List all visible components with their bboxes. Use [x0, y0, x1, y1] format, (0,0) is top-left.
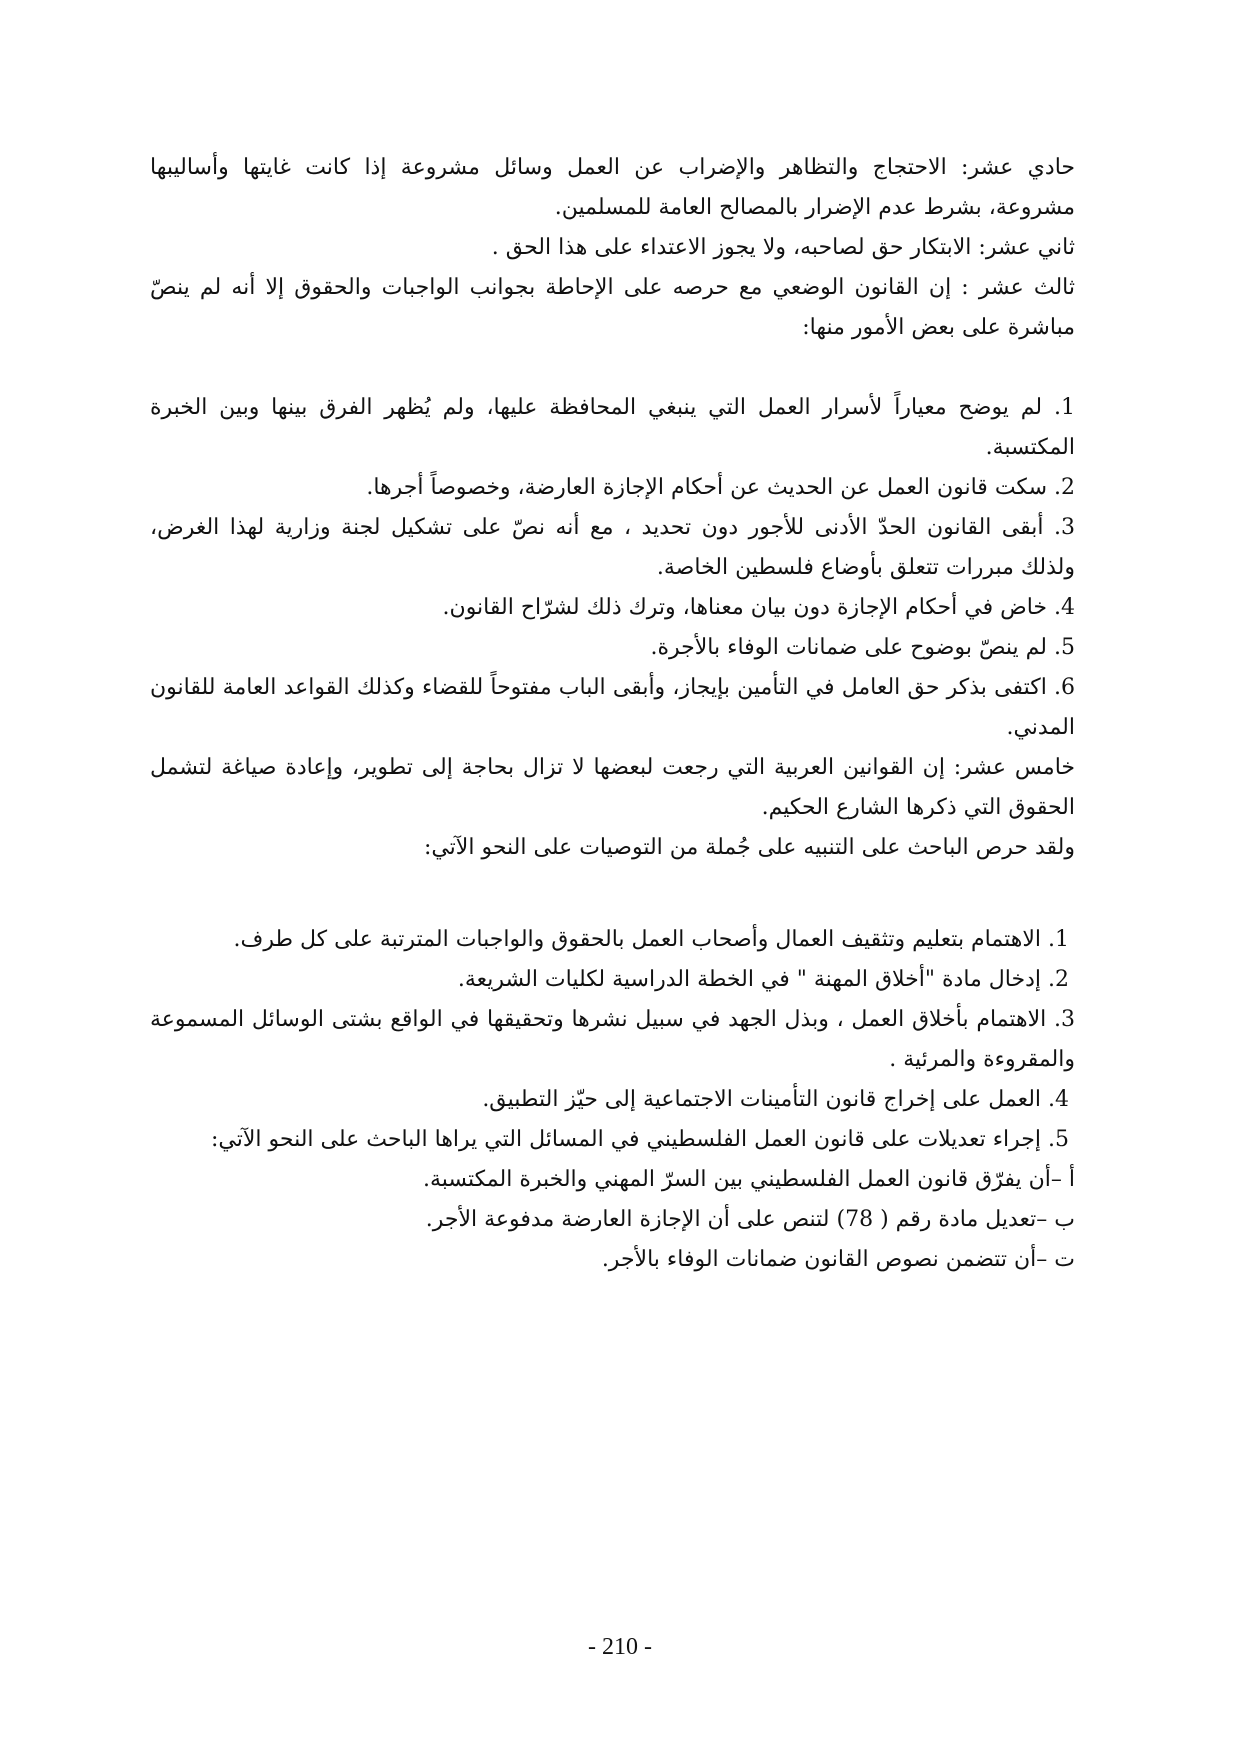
list-item: 6. اكتفى بذكر حق العامل في التأمين بإيجاز، وأبقى الباب مفتوحاً للقضاء وكذلك القواعد العامة للقانون المدني. — [150, 675, 1075, 740]
list-item: 5. لم ينصّ بوضوح على ضمانات الوفاء بالأجرة. — [650, 635, 1075, 660]
recommendation-item: 1. الاهتمام بتعليم وتثقيف العمال وأصحاب العمل بالحقوق والواجبات المترتبة على كل طرف. — [233, 927, 1069, 952]
recommendation-item: 2. إدخال مادة "أخلاق المهنة " في الخطة الدراسية لكليات الشريعة. — [457, 967, 1069, 992]
recommendation-item: 3. الاهتمام بأخلاق العمل ، وبذل الجهد في سبيل نشرها وتحقيقها في الواقع بشتى الوسائل المسموعة والمقروءة والمرئية . — [150, 1007, 1075, 1072]
paragraph-twelfth: ثاني عشر: الابتكار حق لصاحبه، ولا يجوز الاعتداء على هذا الحق . — [491, 235, 1075, 260]
paragraph-thirteenth: ثالث عشر : إن القانون الوضعي مع حرصه على الإحاطة بجوانب الواجبات والحقوق إلا أنه لم ينصّ مباشرة على بعض الأمور منها: — [150, 275, 1075, 340]
sub-recommendation-item: ب –تعديل مادة رقم ( 78) لتنص على أن الإجازة العارضة مدفوعة الأجر. — [425, 1207, 1075, 1232]
sub-recommendation-item: أ –أن يفرّق قانون العمل الفلسطيني بين السرّ المهني والخبرة المكتسبة. — [422, 1167, 1075, 1192]
page-number: - 210 - — [588, 1634, 652, 1660]
paragraph-eleventh: حادي عشر: الاحتجاج والتظاهر والإضراب عن العمل وسائل مشروعة إذا كانت غايتها وأساليبها مشروعة، بشرط عدم الإضرار بالمصالح العامة للمسلمين. — [150, 155, 1075, 220]
body-text — [150, 148, 1075, 1280]
spacer — [150, 348, 1075, 388]
recommendation-item: 4. العمل على إخراج قانون التأمينات الاجتماعية إلى حيّز التطبيق. — [482, 1087, 1069, 1112]
sub-recommendation-item: ت –أن تتضمن نصوص القانون ضمانات الوفاء بالأجر. — [601, 1247, 1075, 1272]
spacer — [150, 868, 1075, 920]
recommendation-item: 5. إجراء تعديلات على قانون العمل الفلسطيني في المسائل التي يراها الباحث على النحو الآتي: — [210, 1127, 1069, 1152]
list-item: 1. لم يوضح معياراً لأسرار العمل التي ينبغي المحافظة عليها، ولم يُظهر الفرق بينها وبين الخبرة المكتسبة. — [150, 395, 1075, 460]
list-item: 3. أبقى القانون الحدّ الأدنى للأجور دون تحديد ، مع أنه نصّ على تشكيل لجنة وزارية لهذا الغرض، ولذلك مبررات تتعلق بأوضاع فلسطين الخاصة. — [150, 515, 1075, 580]
list-item: 4. خاض في أحكام الإجازة دون بيان معناها، وترك ذلك لشرّاح القانون. — [442, 595, 1075, 620]
paragraph-fifteenth: خامس عشر: إن القوانين العربية التي رجعت لبعضها لا تزال بحاجة إلى تطوير، وإعادة صياغة لتشمل الحقوق التي ذكرها الشارع الحكيم. — [150, 755, 1075, 820]
recommendations-intro: ولقد حرص الباحث على التنبيه على جُملة من التوصيات على النحو الآتي: — [423, 835, 1075, 860]
list-item: 2. سكت قانون العمل عن الحديث عن أحكام الإجازة العارضة، وخصوصاً أجرها. — [366, 475, 1075, 500]
